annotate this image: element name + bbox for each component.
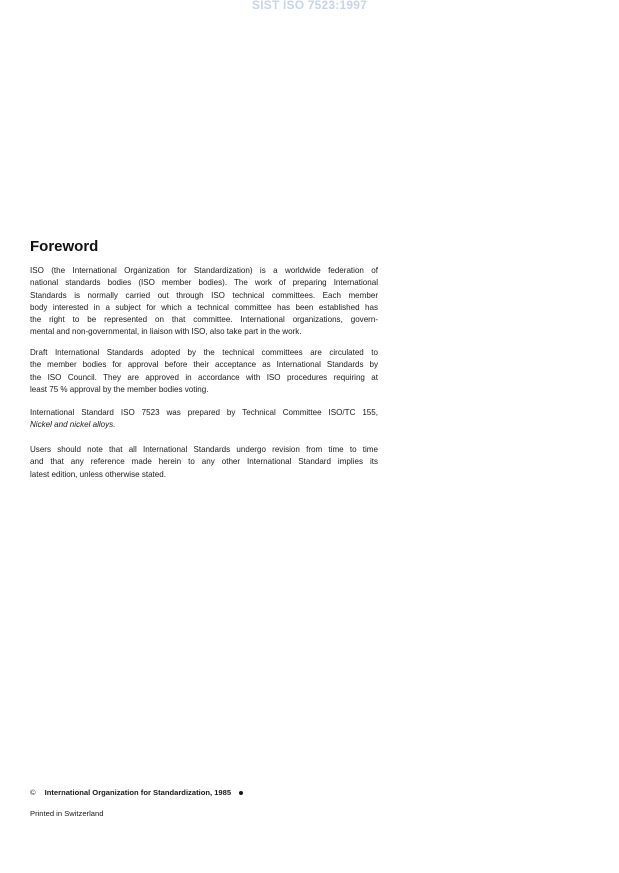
text-line: body interested in a subject for which a technical committee has been established has xyxy=(30,302,378,312)
printed-in-note: Printed in Switzerland xyxy=(30,809,104,818)
text-line: and that any reference made herein to any other International Standard implies its xyxy=(30,457,378,467)
text-line: the ISO Council. They are approved in accordance with ISO procedures requiring at xyxy=(30,372,378,382)
text-line: national standards bodies (ISO member bodies). The work of preparing International xyxy=(30,278,378,288)
watermark: SIST ISO 7523:1997 xyxy=(252,0,367,12)
text-line: Draft International Standards adopted by the technical committees are circulated to xyxy=(30,348,378,357)
text-line: the right to be represented on that committee. International organizations, govern- xyxy=(30,315,378,325)
copyright-notice xyxy=(30,788,243,797)
page-title: Foreword xyxy=(30,238,99,255)
paragraph-foreword-intro xyxy=(30,265,378,339)
paragraph-standard-prepared xyxy=(30,407,378,432)
text-line: least 75 % approval by the member bodies voting. xyxy=(30,384,209,394)
committee-title: Nickel and nickel alloys. xyxy=(30,420,116,430)
paragraph-revision-note xyxy=(30,444,378,481)
copyright-icon: © xyxy=(30,788,36,797)
text-line: latest edition, unless otherwise stated. xyxy=(30,469,166,479)
text-line: Standards is normally carried out through ISO technical committees. Each member xyxy=(30,290,378,300)
paragraph-draft-standards xyxy=(30,347,378,396)
text-line: Users should note that all International Standards undergo revision from time to time xyxy=(30,445,378,454)
copyright-text: International Organization for Standardization, 1985 xyxy=(44,788,232,797)
text-line: ISO (the International Organization for Standardization) is a worldwide federation of xyxy=(30,266,378,275)
text-line: the member bodies for approval before their acceptance as International Standards by xyxy=(30,360,378,370)
bullet-icon xyxy=(239,791,243,795)
text-line: mental and non-governmental, in liaison with ISO, also take part in the work. xyxy=(30,327,302,337)
text-line: International Standard ISO 7523 was prepared by Technical Committee ISO/TC 155, xyxy=(30,408,378,417)
